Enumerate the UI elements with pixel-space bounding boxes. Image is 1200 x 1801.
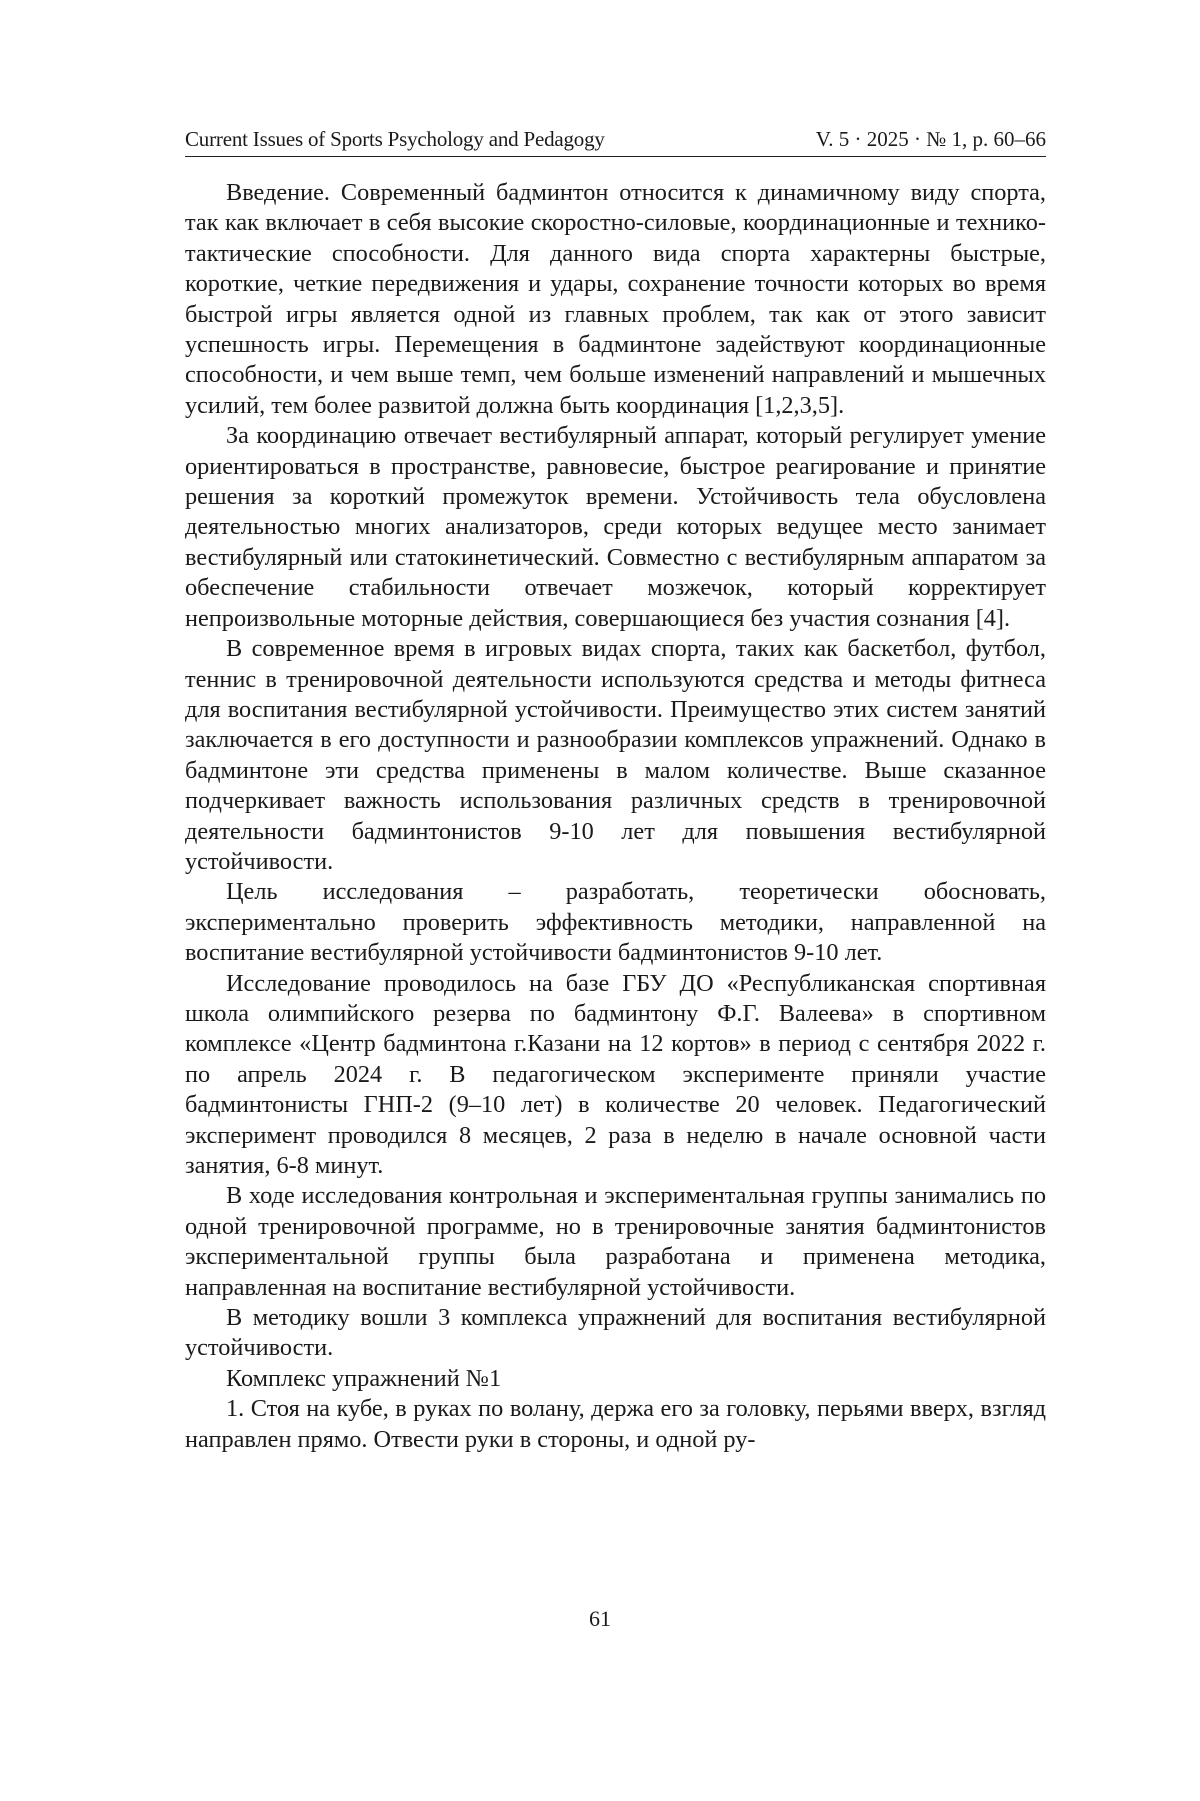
paragraph-exercise-1: 1. Стоя на кубе, в руках по волану, держа его за головку, перьями вверх, взгляд направлен прямо. Отвести руки в стороны, и одной ру- xyxy=(185,1395,1046,1453)
paragraph-aim: Цель исследования – разработать, теоретически обосновать, экспериментально проверить эффективность методики, направленной на воспитание вестибулярной устойчивости бадминтонистов 9-10 лет. xyxy=(185,878,1046,967)
paragraph-study-base: Исследование проводилось на базе ГБУ ДО «Республиканская спортивная школа олимпийского резерва по бадминтону Ф.Г. Валеева» в спортивном комплексе «Центр бадминтона г.Казани на 12 кортов» в период с сентября 2022 г. по апрель 2024 г. В педагогическом эксперименте приняли участие бадминтонисты ГНП-2 (9–10 лет) в количестве 20 человек. Педагогический эксперимент проводился 8 месяцев, 2 раза в неделю в начале основной части занятия, 6-8 минут. xyxy=(185,969,1046,1179)
issue-info: V. 5 · 2025 · № 1, p. 60–66 xyxy=(815,127,1046,151)
paragraph-modern-sports: В современное время в игровых видах спорта, таких как баскетбол, футбол, теннис в тренировочной деятельности используются средства и методы фитнеса для воспитания вестибулярной устойчивости. Преимущество этих систем занятий заключается в его доступности и разнообразии комплексов упражнений. Однако в бадминтоне эти средства применены в малом количестве. Выше сказанное подчеркивает важность использования различных средств в тренировочной деятельности бадминтонистов 9-10 лет для повышения вестибулярной устойчивости. xyxy=(185,635,1046,875)
running-header xyxy=(185,126,1046,157)
paragraph-introduction: Введение. Современный бадминтон относится к динамичному виду спорта, так как включает в себя высокие скоростно-силовые, координационные и технико-тактические способности. Для данного вида спорта характерны быстрые, короткие, четкие передвижения и удары, сохранение точности которых во время быстрой игры является одной из главных проблем, так как от этого зависит успешность игры. Перемещения в бадминтоне задействуют координационные способности, и чем выше темп, чем больше изменений направлений и мышечных усилий, тем более развитой должна быть координация [1,2,3,5]. xyxy=(185,179,1046,419)
paragraph-vestibular: За координацию отвечает вестибулярный аппарат, который регулирует умение ориентироваться в пространстве, равновесие, быстрое реагирование и принятие решения за короткий промежуток времени. Устойчивость тела обусловлена деятельностью многих анализаторов, среди которых ведущее место занимает вестибулярный или статокинетический. Совместно с вестибулярным аппаратом за обеспечение стабильности отвечает мозжечок, который корректирует непроизвольные моторные действия, совершающиеся без участия сознания [4]. xyxy=(185,422,1046,632)
article-body xyxy=(185,178,1046,1455)
paragraph-complex-heading: Комплекс упражнений №1 xyxy=(226,1364,502,1392)
paragraph-method: В методику вошли 3 комплекса упражнений для воспитания вестибулярной устойчивости. xyxy=(185,1304,1046,1362)
journal-title: Current Issues of Sports Psychology and Pedagogy xyxy=(185,127,605,151)
paragraph-groups: В ходе исследования контрольная и экспериментальная группы занимались по одной тренировочной программе, но в тренировочные занятия бадминтонистов экспериментальной группы была разработана и применена методика, направленная на воспитание вестибулярной устойчивости. xyxy=(185,1182,1046,1301)
page-number: 61 xyxy=(589,1606,611,1631)
